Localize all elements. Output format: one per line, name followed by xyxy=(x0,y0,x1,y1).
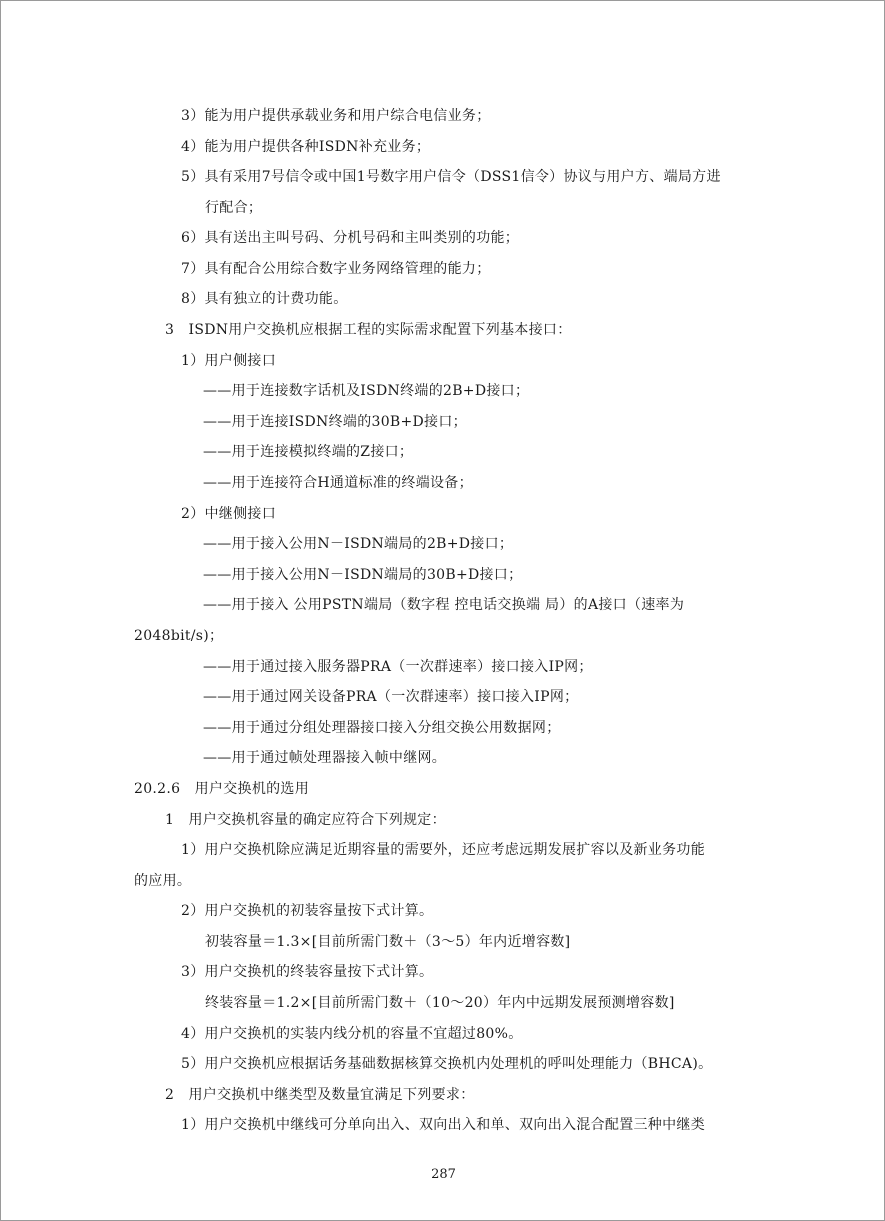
clause-1-capacity: 1 用户交换机容量的确定应符合下列规定： xyxy=(165,812,446,828)
capacity-item-4: 4）用户交换机的实装内线分机的容量不宜超过80%。 xyxy=(181,1026,523,1042)
dash-item-nisdn-2bd: ——用于接入公用N－ISDN端局的2B+D接口； xyxy=(203,536,514,552)
capacity-item-1: 1）用户交换机除应满足近期容量的需要外，还应考虑远期发展扩容以及新业务功能 xyxy=(181,842,706,858)
sub-item-1-user-side: 1）用户侧接口 xyxy=(181,353,277,369)
dash-item-frame-relay: ——用于通过帧处理器接入帧中继网。 xyxy=(203,750,447,766)
clause-2-trunk-types: 2 用户交换机中继类型及数量宜满足下列要求： xyxy=(165,1087,475,1103)
sub-item-2-trunk-side: 2）中继侧接口 xyxy=(181,506,277,522)
capacity-item-1-continuation: 的应用。 xyxy=(134,873,192,889)
dash-item-30bd-interface: ——用于连接ISDN终端的30B+D接口； xyxy=(203,414,467,430)
formula-initial-capacity: 初装容量＝1.3×[目前所需门数＋（3～5）年内近增容数] xyxy=(205,934,571,950)
trunk-item-1: 1）用户交换机中继线可分单向出入、双向出入和单、双向出入混合配置三种中继类 xyxy=(181,1117,706,1133)
list-item-3-bearer-services: 3）能为用户提供承载业务和用户综合电信业务； xyxy=(181,108,491,124)
formula-final-capacity: 终装容量＝1.2×[目前所需门数＋（10～20）年内中远期发展预测增容数] xyxy=(205,995,675,1011)
dash-item-access-server-ip: ——用于通过接入服务器PRA（一次群速率）接口接入IP网； xyxy=(203,659,593,675)
dash-item-nisdn-30bd: ——用于接入公用N－ISDN端局的30B+D接口； xyxy=(203,567,523,583)
list-item-8-billing: 8）具有独立的计费功能。 xyxy=(181,291,348,307)
dash-item-pstn-continuation: 2048bit/s)； xyxy=(134,628,224,644)
section-heading-20-2-6: 20.2.6 用户交换机的选用 xyxy=(134,781,310,797)
dash-item-gateway-ip: ——用于通过网关设备PRA（一次群速率）接口接入IP网； xyxy=(203,689,579,705)
dash-item-h-channel: ——用于连接符合H通道标准的终端设备； xyxy=(203,475,473,491)
clause-3-isdn-interfaces: 3 ISDN用户交换机应根据工程的实际需求配置下列基本接口： xyxy=(165,322,572,338)
list-item-6-calling-number: 6）具有送出主叫号码、分机号码和主叫类别的功能； xyxy=(181,230,520,246)
list-item-4-isdn-supplementary: 4）能为用户提供各种ISDN补充业务； xyxy=(181,139,431,155)
page-number: 287 xyxy=(431,1167,456,1182)
list-item-5-signaling: 5）具有采用7号信令或中国1号数字用户信令（DSS1信令）协议与用户方、端局方进 xyxy=(181,169,721,185)
dash-item-2bd-interface: ——用于连接数字话机及ISDN终端的2B+D接口； xyxy=(203,383,530,399)
capacity-item-3: 3）用户交换机的终装容量按下式计算。 xyxy=(181,964,434,980)
dash-item-z-interface: ——用于连接模拟终端的Z接口； xyxy=(203,444,414,460)
capacity-item-5: 5）用户交换机应根据话务基础数据核算交换机内处理机的呼叫处理能力（BHCA)。 xyxy=(181,1056,713,1072)
dash-item-pstn-a-interface: ——用于接入 公用PSTN端局（数字程 控电话交换端 局）的A接口（速率为 xyxy=(203,597,685,613)
dash-item-packet-network: ——用于通过分组处理器接口接入分组交换公用数据网； xyxy=(203,720,561,736)
capacity-item-2: 2）用户交换机的初装容量按下式计算。 xyxy=(181,903,434,919)
list-item-7-network-management: 7）具有配合公用综合数字业务网络管理的能力； xyxy=(181,261,491,277)
list-item-5-continuation: 行配合； xyxy=(205,200,263,216)
